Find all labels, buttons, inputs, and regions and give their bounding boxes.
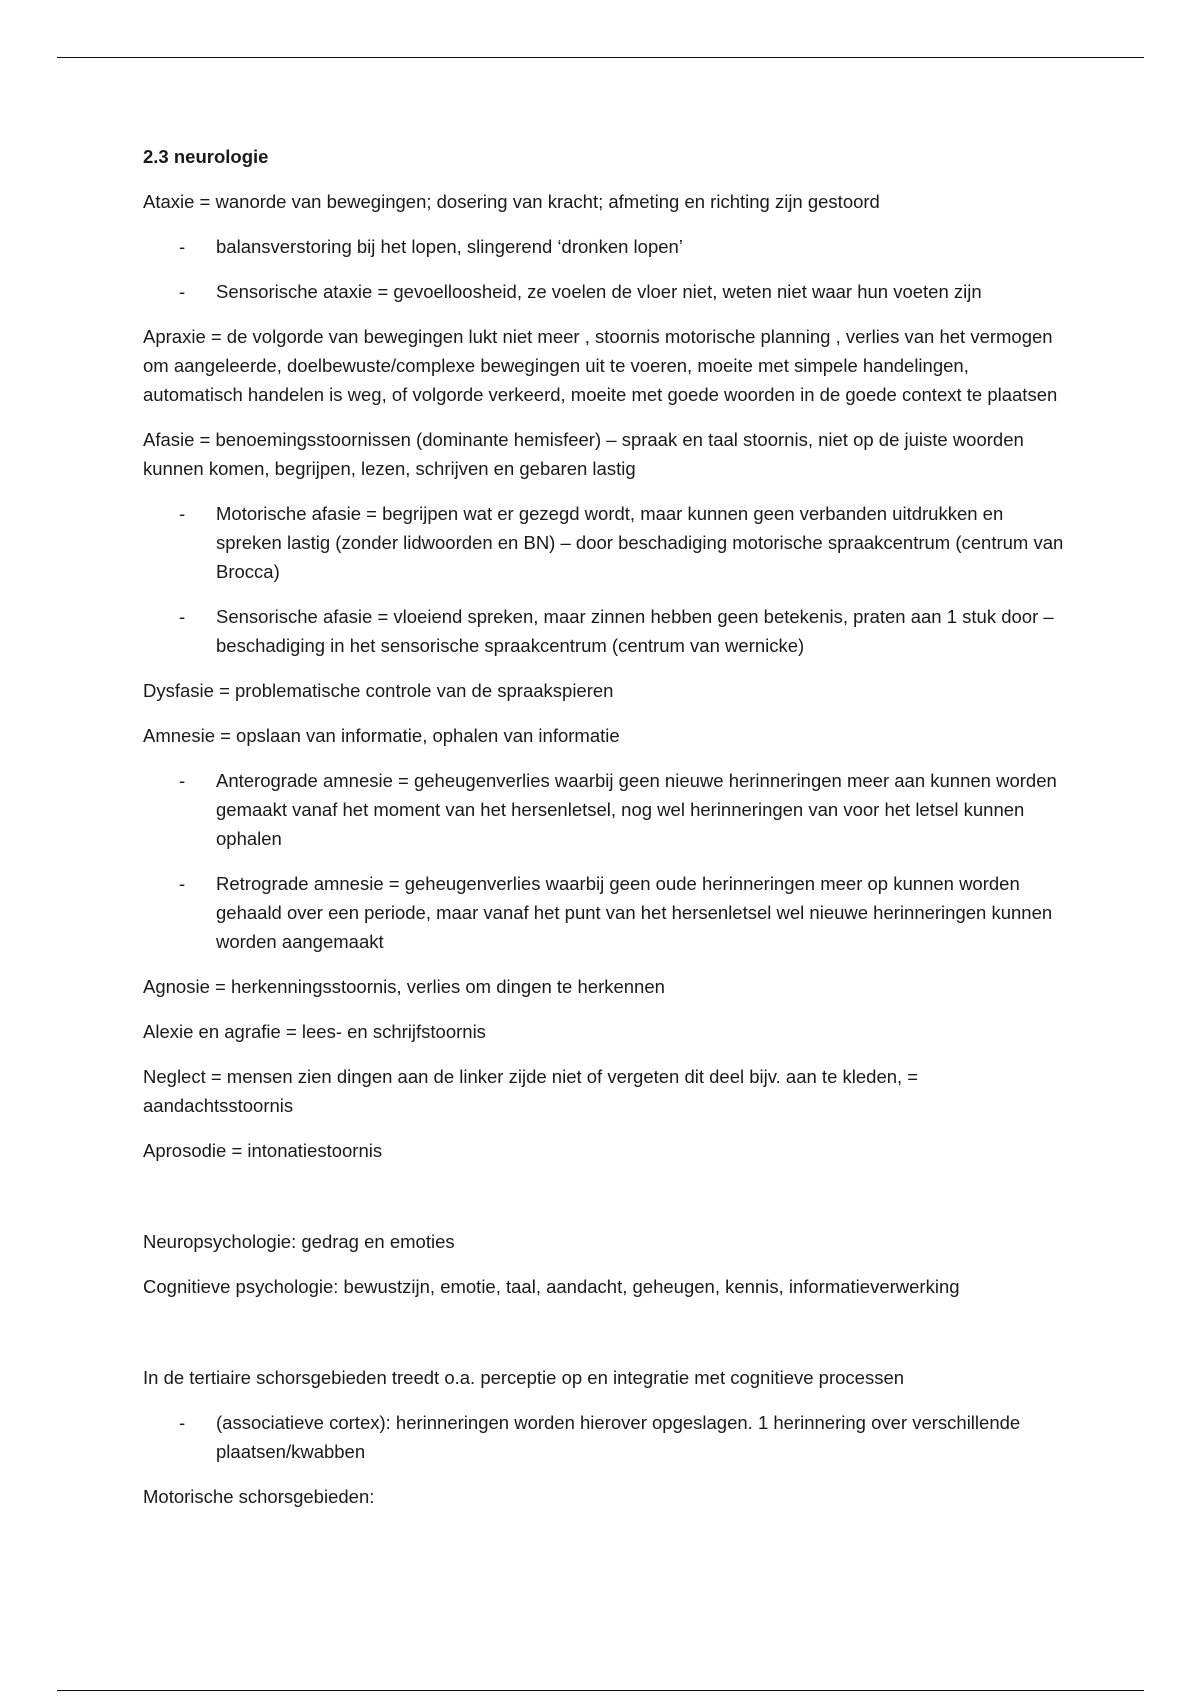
paragraph: Dysfasie = problematische controle van de spraakspieren <box>143 680 614 701</box>
paragraph: Cognitieve psychologie: bewustzijn, emotie, taal, aandacht, geheugen, kennis, informatieverwerking <box>143 1276 960 1297</box>
bullet-item <box>143 602 1073 660</box>
bullet-text: Anterograde amnesie = geheugenverlies waarbij geen nieuwe herinneringen meer aan kunnen worden gemaakt vanaf het moment van het hersenletsel, nog wel herinneringen van voor het letsel kunnen ophalen <box>216 770 1057 849</box>
bullet-dash: - <box>179 1412 186 1433</box>
section-title: 2.3 neurologie <box>143 146 269 167</box>
bullet-list <box>143 766 1073 956</box>
bullet-text: balansverstoring bij het lopen, slingerend ‘dronken lopen’ <box>216 236 683 257</box>
bullet-item <box>143 766 1073 853</box>
bullet-dash: - <box>179 503 186 524</box>
paragraph: Apraxie = de volgorde van bewegingen lukt niet meer , stoornis motorische planning , verlies van het vermogen om aangeleerde, doelbewuste/complexe bewegingen uit te voeren, moeite met simpele handelingen, automatisch handelen is weg, of volgorde verkeerd, moeite met goede woorden in de goede context te plaatsen <box>143 326 1058 405</box>
paragraph: Motorische schorsgebieden: <box>143 1486 375 1507</box>
bullet-text: (associatieve cortex): herinneringen worden hierover opgeslagen. 1 herinnering over verschillende plaatsen/kwabben <box>216 1412 1021 1462</box>
bullet-item <box>143 1408 1073 1466</box>
paragraph: Alexie en agrafie = lees- en schrijfstoornis <box>143 1021 486 1042</box>
bullet-dash: - <box>179 236 186 257</box>
bullet-item <box>143 277 1073 306</box>
bullet-item <box>143 232 1073 261</box>
bullet-dash: - <box>179 770 186 791</box>
bullet-list <box>143 232 1073 306</box>
blank-line <box>143 1317 1073 1363</box>
header-rule <box>57 57 1144 58</box>
bullet-item <box>143 499 1073 586</box>
paragraph: Neuropsychologie: gedrag en emoties <box>143 1231 455 1252</box>
document-body <box>143 142 1073 1527</box>
paragraph: Agnosie = herkenningsstoornis, verlies om dingen te herkennen <box>143 976 665 997</box>
footer-rule <box>57 1690 1144 1691</box>
bullet-list <box>143 499 1073 660</box>
paragraph: Amnesie = opslaan van informatie, ophalen van informatie <box>143 725 620 746</box>
paragraph: Aprosodie = intonatiestoornis <box>143 1140 383 1161</box>
bullet-text: Retrograde amnesie = geheugenverlies waarbij geen oude herinneringen meer op kunnen worden gehaald over een periode, maar vanaf het punt van het hersenletsel wel nieuwe herinneringen kunnen worden aangemaakt <box>216 873 1053 952</box>
bullet-dash: - <box>179 873 186 894</box>
blank-line <box>143 1181 1073 1227</box>
bullet-dash: - <box>179 281 186 302</box>
bullet-item <box>143 869 1073 956</box>
paragraph: Neglect = mensen zien dingen aan de linker zijde niet of vergeten dit deel bijv. aan te kleden, = aandachtsstoornis <box>143 1066 919 1116</box>
bullet-list <box>143 1408 1073 1466</box>
bullet-text: Sensorische ataxie = gevoelloosheid, ze voelen de vloer niet, weten niet waar hun voeten zijn <box>216 281 982 302</box>
bullet-dash: - <box>179 606 186 627</box>
paragraph: Ataxie = wanorde van bewegingen; dosering van kracht; afmeting en richting zijn gestoord <box>143 191 880 212</box>
paragraph: Afasie = benoemingsstoornissen (dominante hemisfeer) – spraak en taal stoornis, niet op de juiste woorden kunnen komen, begrijpen, lezen, schrijven en gebaren lastig <box>143 429 1024 479</box>
bullet-text: Motorische afasie = begrijpen wat er gezegd wordt, maar kunnen geen verbanden uitdrukken en spreken lastig (zonder lidwoorden en BN) – door beschadiging motorische spraakcentrum (centrum van Brocca) <box>216 503 1064 582</box>
paragraph: In de tertiaire schorsgebieden treedt o.a. perceptie op en integratie met cognitieve processen <box>143 1367 905 1388</box>
document-content <box>143 187 1073 1511</box>
bullet-text: Sensorische afasie = vloeiend spreken, maar zinnen hebben geen betekenis, praten aan 1 stuk door – beschadiging in het sensorische spraakcentrum (centrum van wernicke) <box>216 606 1054 656</box>
